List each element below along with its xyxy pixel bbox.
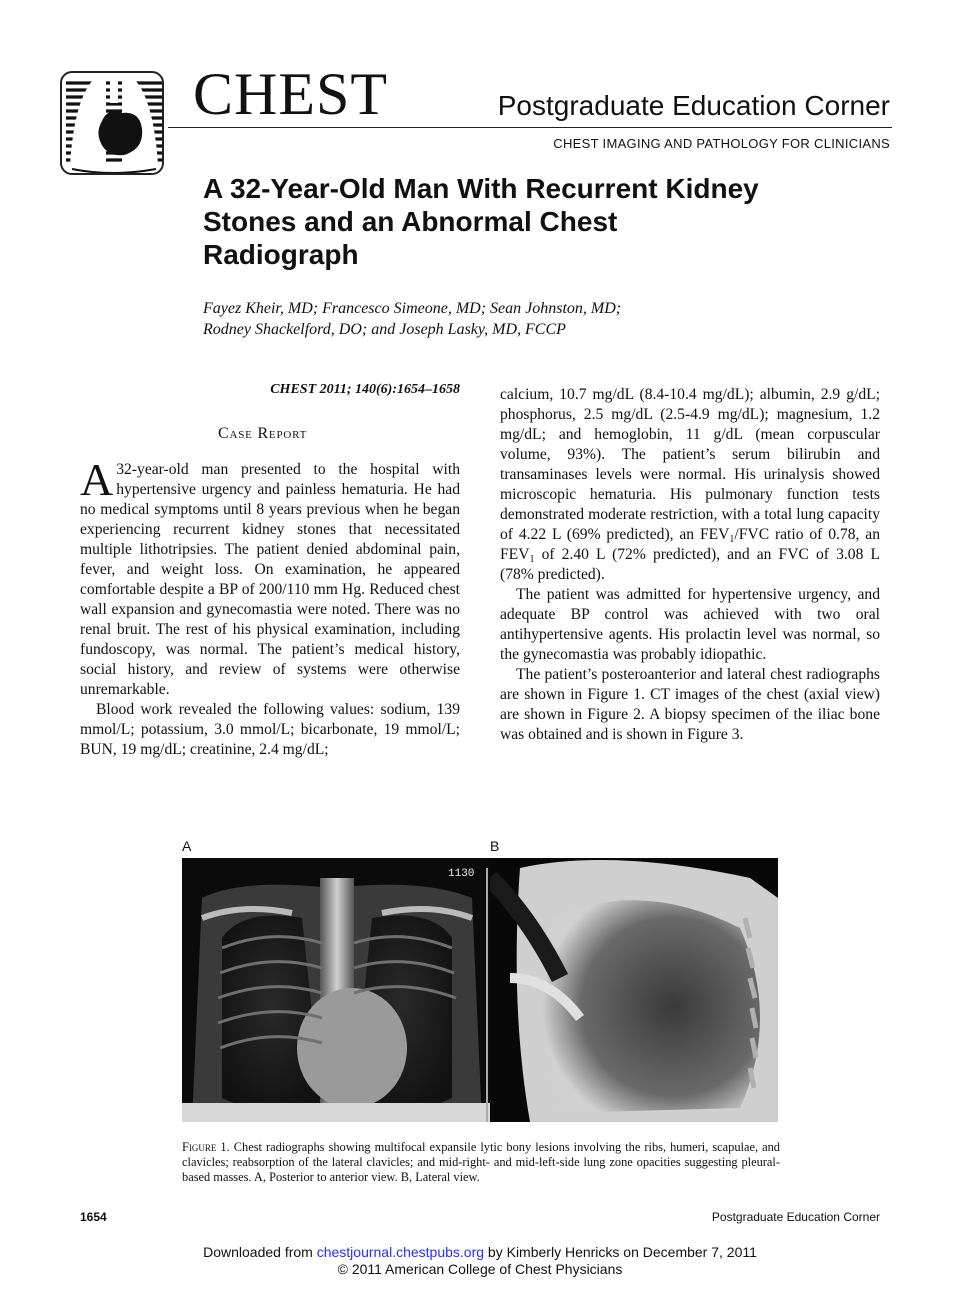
page-number: 1654 xyxy=(80,1210,107,1224)
section-subtitle: CHEST IMAGING AND PATHOLOGY FOR CLINICIANS xyxy=(553,136,890,151)
authors-line-1: Fayez Kheir, MD; Francesco Simeone, MD; Sean Johnston, MD; xyxy=(203,300,622,317)
section-heading: Case Report xyxy=(218,425,308,442)
download-line xyxy=(0,1244,960,1261)
paragraph-2: Blood work revealed the following values: sodium, 139 mmol/L; potassium, 3.0 mmol/L; bicarbonate, 19 mmol/L; BUN, 19 mg/dL; creatinine, 2.4 mg/dL; xyxy=(80,701,460,758)
paragraph-5: The patient’s posteroanterior and lateral chest radiographs are shown in Figure 1. CT images of the chest (axial view) are shown in Figure 2. A biopsy specimen of the iliac bone was obtained and is shown in Figure 3. xyxy=(500,666,880,743)
figure-caption xyxy=(182,1140,780,1185)
figure-label-b: B xyxy=(490,838,500,854)
journal-link[interactable]: chestjournal.chestpubs.org xyxy=(316,1244,485,1260)
caption-figure-word: Figure 1. xyxy=(182,1140,230,1154)
article-title: A 32-Year-Old Man With Recurrent Kidney Stones and an Abnormal Chest Radiograph xyxy=(203,173,759,270)
paragraph-3-c: of 2.40 L (72% predicted), and an FVC of 3.08 L (78% predicted). xyxy=(500,546,880,583)
paragraph-3-a: calcium, 10.7 mg/dL (8.4-10.4 mg/dL); albumin, 2.9 g/dL; phosphorus, 2.5 mg/dL (2.5-4.9 mg/dL); magnesium, 1.2 mg/dL; and hemoglobin, 11 g/dL (mean corpuscular volume, 93%). The patient’s serum bilirubin and transaminases levels were normal. His urinalysis showed microscopic hematuria. His pulmonary function tests demonstrated moderate restriction, with a total lung capacity of 4.22 L (69% predicted), an FEV xyxy=(500,386,880,543)
running-head: Postgraduate Education Corner xyxy=(711,1210,880,1224)
copyright: © 2011 American College of Chest Physicians xyxy=(337,1261,623,1277)
subscript-1: 1 xyxy=(729,534,735,545)
download-notice xyxy=(0,1244,960,1278)
header-rule xyxy=(168,127,892,128)
figure-label-a: A xyxy=(182,838,192,854)
paragraph-1-text: 32-year-old man presented to the hospital with hypertensive urgency and painless hematuria. He had no medical symptoms until 8 years previous when he began experiencing recurrent kidney stones that necessitated multiple lithotripsies. The patient denied abdominal pain, fever, and weight loss. On examination, he appeared comfortable despite a BP of 200/110 mm Hg. Reduced chest wall expansion and gynecomastia were noted. There was no renal bruit. The rest of his physical examination, including fundoscopy, was normal. The patient’s medical history, social history, and review of systems were otherwise unremarkable. xyxy=(80,461,460,698)
xray-pa-image xyxy=(182,858,490,1122)
download-prefix: Downloaded from xyxy=(203,1244,317,1260)
authors xyxy=(203,298,803,340)
journal-brand: CHEST xyxy=(193,61,389,127)
paragraph-1 xyxy=(80,454,460,700)
authors-line-2: Rodney Shackelford, DO; and Joseph Lasky, MD, FCCP xyxy=(203,321,566,338)
dropcap: A xyxy=(80,454,114,505)
paragraph-3-b: /FVC ratio of 0.78, an FEV xyxy=(500,526,880,563)
xray-lateral-image xyxy=(490,858,778,1122)
paragraph-4: The patient was admitted for hypertensive urgency, and adequate BP control was achieved with two oral antihypertensive agents. His prolactin level was normal, so the gynecomastia was probably idiopathic. xyxy=(500,586,880,663)
left-column xyxy=(80,380,460,760)
subscript-2: 1 xyxy=(529,554,535,565)
paragraph-3 xyxy=(500,385,880,585)
citation: CHEST 2011; 140(6):1654–1658 xyxy=(270,382,460,397)
xray-marker: 1130 xyxy=(448,868,475,880)
chest-logo-icon xyxy=(60,71,164,175)
section-title: Postgraduate Education Corner xyxy=(497,90,890,121)
caption-text: Chest radiographs showing multifocal expansile lytic bony lesions involving the ribs, humeri, scapulae, and clavicles; reabsorption of the lateral clavicles; and mid-right- and mid-left-side lung zone opacities suggesting pleural-based masses. A, Posterior to anterior view. B, Lateral view. xyxy=(182,1140,781,1184)
right-column xyxy=(500,385,880,745)
download-suffix: by Kimberly Henricks on December 7, 2011 xyxy=(484,1244,757,1260)
